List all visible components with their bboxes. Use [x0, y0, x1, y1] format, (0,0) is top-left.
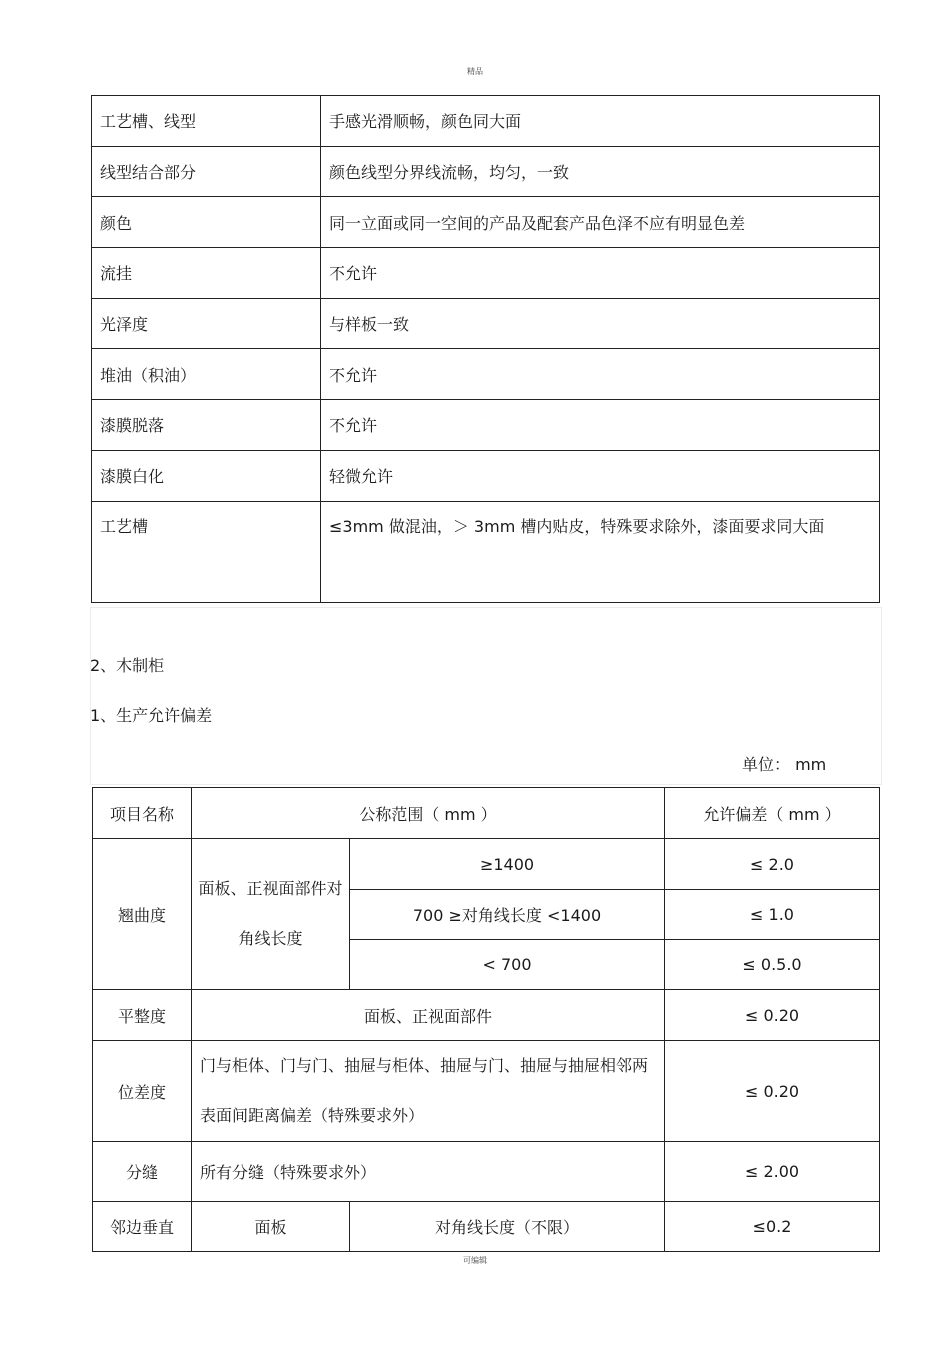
page-header: 精品: [467, 67, 483, 76]
warp-name-cell: 翘曲度: [93, 839, 192, 990]
range-cell: 面板、正视面部件: [192, 990, 665, 1041]
header-item-name: 项目名称: [93, 788, 192, 839]
part-cell: 面板: [192, 1202, 350, 1252]
tolerance-cell: ≤ 0.5.0: [665, 940, 880, 990]
tolerance-cell: ≤ 0.20: [665, 990, 880, 1041]
table-row: [92, 501, 880, 602]
tolerance-cell: ≤0.2: [665, 1202, 880, 1252]
table-row: [92, 298, 880, 349]
table-row: [93, 990, 880, 1041]
tolerance-cell: ≤ 1.0: [665, 890, 880, 940]
range-cell: ≥1400: [350, 839, 665, 890]
table-row: [93, 1202, 880, 1252]
paint-quality-table: [91, 95, 880, 603]
perpendicular-name-cell: 邻边垂直: [93, 1202, 192, 1252]
table-row: [93, 1041, 880, 1142]
table-row: [93, 839, 880, 890]
item-cell: 堆油（积油）: [92, 349, 321, 400]
table-row: [93, 1142, 880, 1202]
item-cell: 工艺槽、线型: [92, 96, 321, 147]
item-cell: 工艺槽: [92, 501, 321, 602]
requirement-cell: 不允许: [321, 400, 880, 451]
subsection-title: 1、生产允许偏差: [90, 706, 213, 725]
requirement-cell: 与样板一致: [321, 298, 880, 349]
section-title: 2、木制柜: [90, 656, 165, 675]
table-row: [92, 248, 880, 299]
gap-name-cell: 分缝: [93, 1142, 192, 1202]
item-cell: 漆膜脱落: [92, 400, 321, 451]
tolerance-cell: ≤ 2.0: [665, 839, 880, 890]
item-cell: 线型结合部分: [92, 146, 321, 197]
requirement-cell: 手感光滑顺畅，颜色同大面: [321, 96, 880, 147]
tolerance-cell: ≤ 0.20: [665, 1041, 880, 1142]
range-cell: < 700: [350, 940, 665, 990]
tolerance-table: [92, 787, 880, 1252]
page-footer: 可编辑: [463, 1256, 487, 1265]
requirement-cell: 轻微允许: [321, 450, 880, 501]
item-cell: 光泽度: [92, 298, 321, 349]
table-header-row: [93, 788, 880, 839]
range-cell: 对角线长度（不限）: [350, 1202, 665, 1252]
offset-name-cell: 位差度: [93, 1041, 192, 1142]
table-row: [92, 400, 880, 451]
range-cell: 所有分缝（特殊要求外）: [192, 1142, 665, 1202]
item-cell: 颜色: [92, 197, 321, 248]
table-row: [92, 450, 880, 501]
table-row: [92, 197, 880, 248]
tolerance-cell: ≤ 2.00: [665, 1142, 880, 1202]
range-cell: 门与柜体、门与门、抽屉与柜体、抽屉与门、抽屉与抽屉相邻两表面间距离偏差（特殊要求外）: [192, 1041, 665, 1142]
header-nominal-range: 公称范围（ mm ）: [192, 788, 665, 839]
requirement-cell: 不允许: [321, 248, 880, 299]
requirement-cell: 同一立面或同一空间的产品及配套产品色泽不应有明显色差: [321, 197, 880, 248]
item-cell: 流挂: [92, 248, 321, 299]
table-row: [92, 146, 880, 197]
table-row: [92, 96, 880, 147]
range-cell: 700 ≥对角线长度 <1400: [350, 890, 665, 940]
header-tolerance: 允许偏差（ mm ）: [665, 788, 880, 839]
unit-label: 单位： mm: [742, 755, 827, 774]
requirement-cell: ≤3mm 做混油，＞ 3mm 槽内贴皮，特殊要求除外，漆面要求同大面: [321, 501, 880, 602]
requirement-cell: 颜色线型分界线流畅，均匀，一致: [321, 146, 880, 197]
requirement-cell: 不允许: [321, 349, 880, 400]
item-cell: 漆膜白化: [92, 450, 321, 501]
warp-desc-cell: 面板、正视面部件对角线长度: [192, 839, 350, 990]
table-row: [92, 349, 880, 400]
flatness-name-cell: 平整度: [93, 990, 192, 1041]
